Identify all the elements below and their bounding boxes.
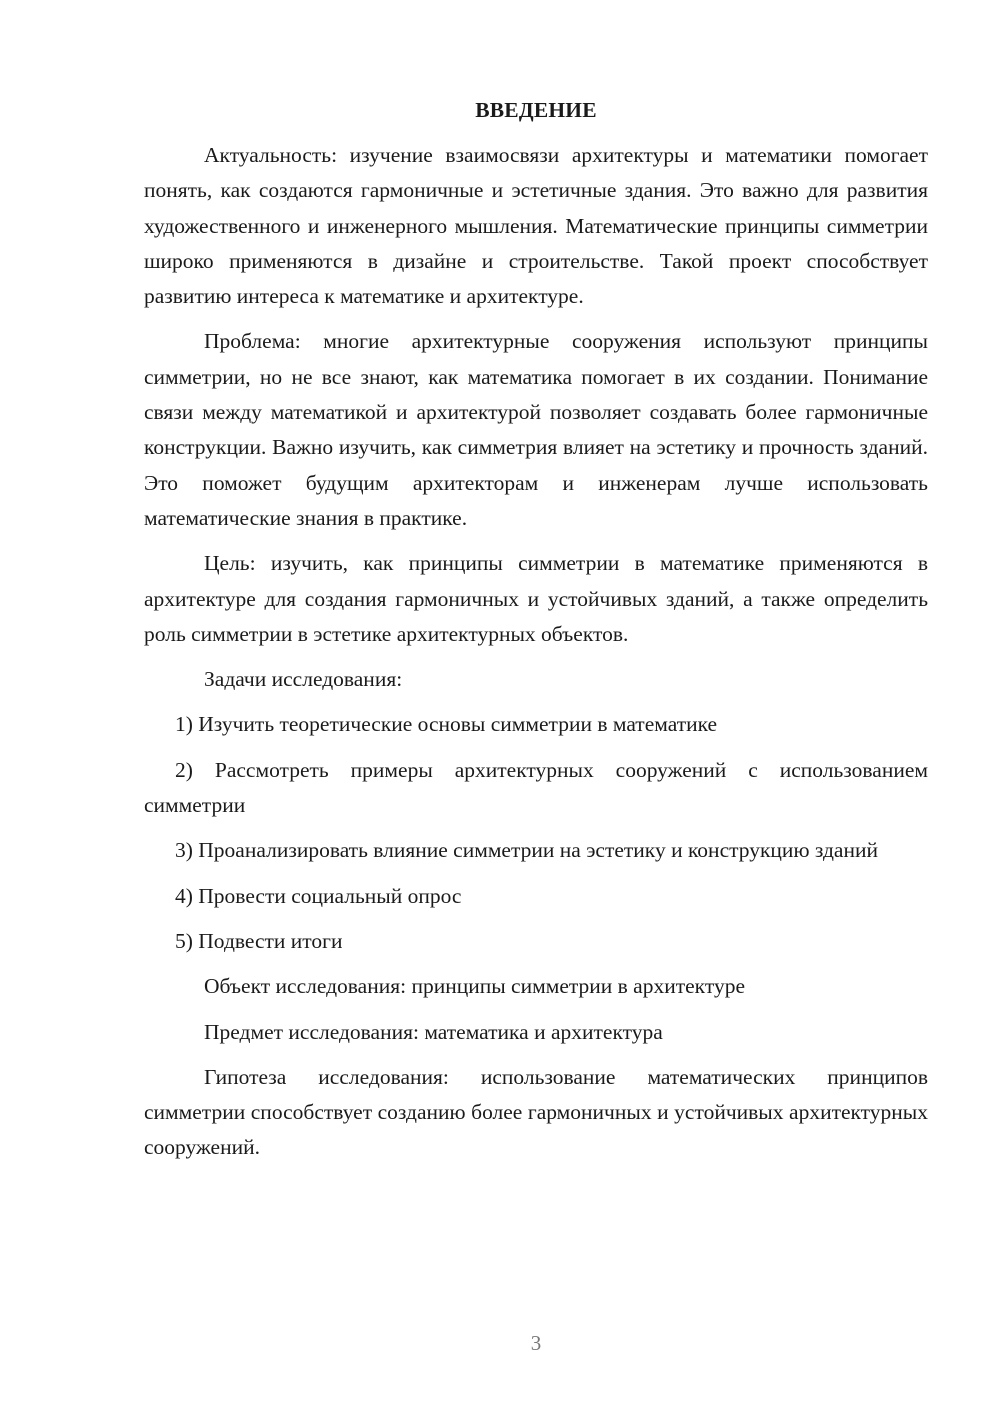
section-title: ВВЕДЕНИЕ — [475, 98, 597, 122]
hypothesis-paragraph: Гипотеза исследования: использование математических принципов симметрии способствует созданию более гармоничных и устойчивых архитектурных сооружений. — [144, 1064, 928, 1160]
task-item: 3) Проанализировать влияние симметрии на эстетику и конструкцию зданий — [175, 838, 878, 863]
problem-paragraph: Проблема: многие архитектурные сооружения используют принципы симметрии, но не все знают, как математика помогает в их создании. Понимание связи между математикой и архитектурой позволяет создавать более гармоничные конструкции. Важно изучить, как симметрия влияет на эстетику и прочность зданий. Это поможет будущим архитекторам и инженерам лучше использовать математические знания в практике. — [144, 329, 928, 530]
document-page — [144, 92, 928, 1166]
research-subject: Предмет исследования: математика и архитектура — [204, 1019, 663, 1044]
relevance-paragraph: Актуальность: изучение взаимосвязи архитектуры и математики помогает понять, как создаются гармоничные и эстетичные здания. Это важно для развития художественного и инженерного мышления. Математические принципы симметрии широко применяются в дизайне и строительстве. Такой проект способствует развитию интереса к математике и архитектуре. — [144, 143, 928, 309]
tasks-heading: Задачи исследования: — [204, 667, 403, 692]
task-item: 2) Рассмотреть примеры архитектурных сооружений с использованием симметрии — [144, 757, 928, 818]
task-item: 4) Провести социальный опрос — [175, 883, 462, 908]
task-item: 5) Подвести итоги — [175, 928, 343, 953]
task-item: 1) Изучить теоретические основы симметрии в математике — [175, 712, 718, 737]
page-number: 3 — [530, 1331, 542, 1355]
research-object: Объект исследования: принципы симметрии в архитектуре — [204, 974, 745, 999]
goal-paragraph: Цель: изучить, как принципы симметрии в математике применяются в архитектуре для создания гармоничных и устойчивых зданий, а также определить роль симметрии в эстетике архитектурных объектов. — [144, 551, 928, 646]
